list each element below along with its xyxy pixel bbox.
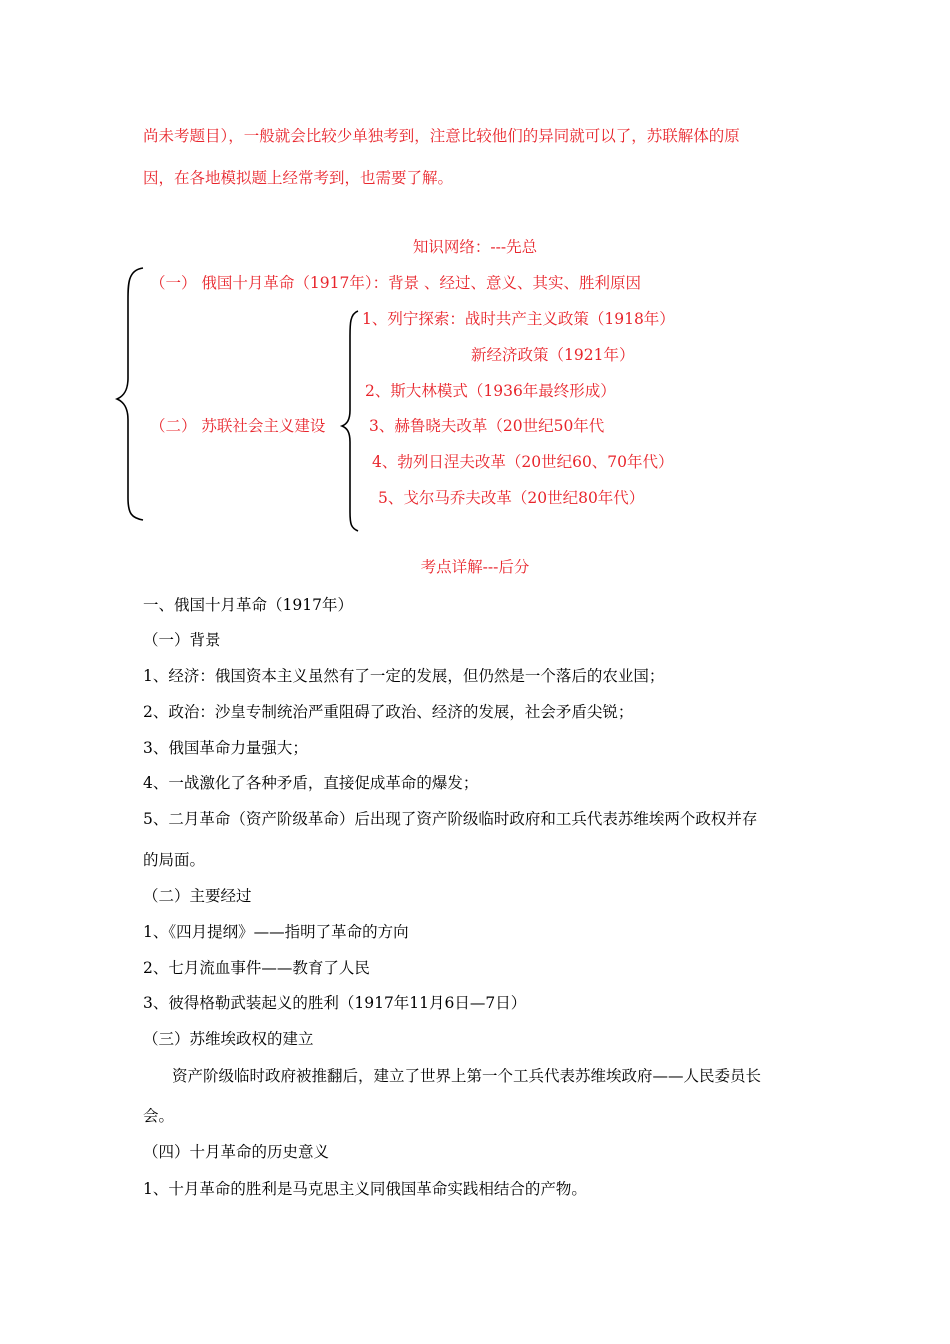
soviet-text-1: 资产阶级临时政府被推翻后，建立了世界上第一个工兵代表苏维埃政府——人民委员长 bbox=[172, 1067, 762, 1085]
network-sub-5: 5、戈尔马乔夫改革（20世纪80年代） bbox=[378, 489, 645, 507]
intro-line-1: 尚未考题目），一般就会比较少单独考到，注意比较他们的异同就可以了，苏联解体的原 bbox=[143, 127, 740, 145]
network-item-1: （一） 俄国十月革命（1917年）：背景 、经过、意义、其实、胜利原因 bbox=[150, 274, 642, 292]
process-item-3: 3、彼得格勒武装起义的胜利（1917年11月6日—7日） bbox=[143, 994, 527, 1012]
network-sub-3: 3、赫鲁晓夫改革（20世纪50年代 bbox=[369, 417, 605, 435]
network-sub-4: 4、勃列日涅夫改革（20世纪60、70年代） bbox=[372, 453, 674, 471]
process-item-2: 2、七月流血事件——教育了人民 bbox=[143, 959, 370, 977]
background-item-5-cont: 的局面。 bbox=[143, 851, 206, 869]
background-item-4: 4、一战激化了各种矛盾，直接促成革命的爆发； bbox=[143, 774, 479, 792]
network-title: 知识网络：---先总 bbox=[412, 238, 538, 256]
background-item-1: 1、经济：俄国资本主义虽然有了一定的发展，但仍然是一个落后的农业国； bbox=[143, 667, 665, 685]
network-sub-2: 2、斯大林模式（1936年最终形成） bbox=[365, 382, 616, 400]
background-item-2: 2、政治：沙皇专制统治严重阻碍了政治、经济的发展，社会矛盾尖锐； bbox=[143, 703, 634, 721]
meaning-heading: （四）十月革命的历史意义 bbox=[143, 1143, 330, 1161]
process-item-1: 1、《四月提纲》——指明了革命的方向 bbox=[143, 923, 409, 941]
section-1-heading: 一、俄国十月革命（1917年） bbox=[143, 596, 353, 614]
background-item-5: 5、二月革命（资产阶级革命）后出现了资产阶级临时政府和工兵代表苏维埃两个政权并存 bbox=[143, 810, 758, 828]
process-heading: （二）主要经过 bbox=[143, 887, 252, 905]
meaning-item-1: 1、十月革命的胜利是马克思主义同俄国革命实践相结合的产物。 bbox=[143, 1180, 587, 1198]
background-item-3: 3、俄国革命力量强大； bbox=[143, 739, 308, 757]
network-sub-1: 1、列宁探索：战时共产主义政策（1918年） bbox=[362, 310, 675, 328]
background-heading: （一）背景 bbox=[143, 631, 221, 649]
intro-line-2: 因，在各地模拟题上经常考到，也需要了解。 bbox=[143, 169, 454, 187]
network-item-2: （二） 苏联社会主义建设 bbox=[150, 417, 326, 435]
detail-title: 考点详解---后分 bbox=[420, 558, 530, 576]
soviet-heading: （三）苏维埃政权的建立 bbox=[143, 1030, 314, 1048]
network-sub-1b: 新经济政策（1921年） bbox=[471, 346, 635, 364]
soviet-text-2: 会。 bbox=[143, 1107, 175, 1125]
